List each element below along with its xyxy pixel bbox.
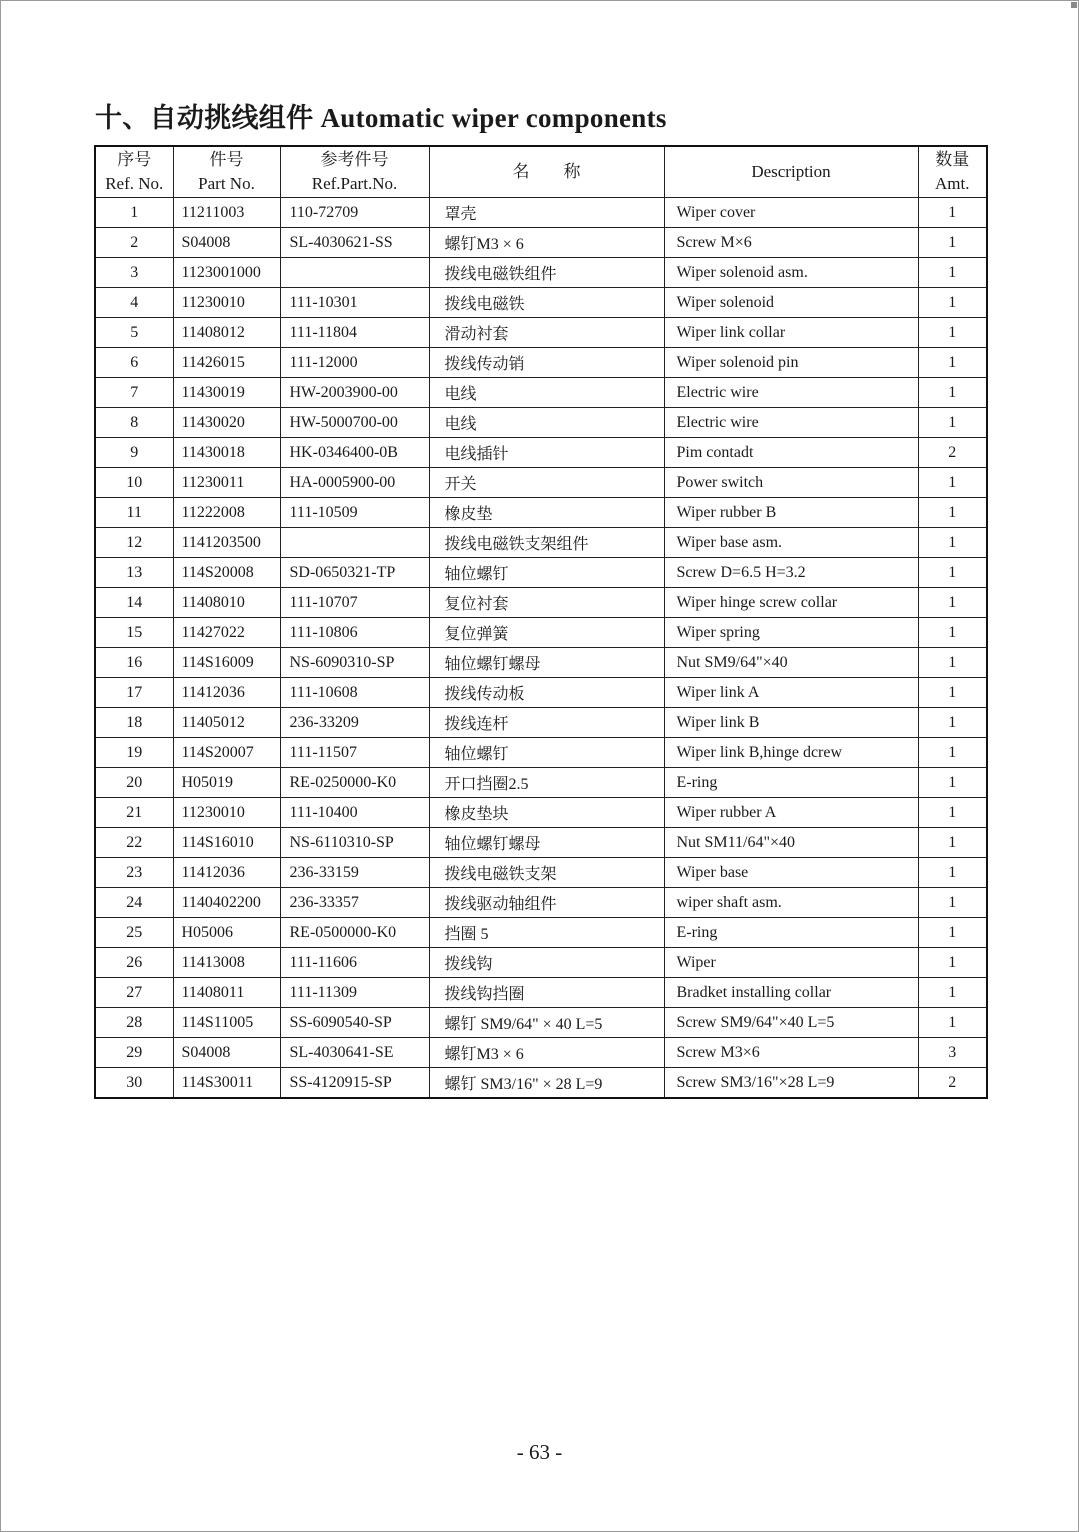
cell-part-no: 114S16010 (173, 828, 280, 858)
cell-ref-no: 8 (95, 408, 173, 438)
cell-description: Wiper solenoid pin (664, 348, 918, 378)
cell-ref-part-no: 236-33159 (280, 858, 429, 888)
parts-table-body (95, 198, 987, 1099)
cell-part-no: S04008 (173, 1038, 280, 1068)
cell-description: Wiper base (664, 858, 918, 888)
table-row (95, 498, 987, 528)
cell-ref-no: 1 (95, 198, 173, 228)
cell-amount: 1 (918, 348, 987, 378)
cell-ref-part-no: 111-10509 (280, 498, 429, 528)
header-amt-en: Amt. (935, 174, 970, 193)
cell-part-no: 11230011 (173, 468, 280, 498)
cell-ref-no: 3 (95, 258, 173, 288)
cell-ref-part-no: RE-0250000-K0 (280, 768, 429, 798)
table-row (95, 888, 987, 918)
header-refpart-en: Ref.Part.No. (311, 174, 398, 193)
cell-description: Wiper spring (664, 618, 918, 648)
cell-name: 拨线电磁铁组件 (429, 258, 664, 288)
cell-name: 拨线传动销 (429, 348, 664, 378)
table-row (95, 708, 987, 738)
cell-part-no: 114S30011 (173, 1068, 280, 1099)
cell-description: Electric wire (664, 408, 918, 438)
cell-name: 拨线传动板 (429, 678, 664, 708)
header-ref-en: Ref. No. (105, 174, 164, 193)
cell-amount: 1 (918, 258, 987, 288)
cell-name: 拨线电磁铁 (429, 288, 664, 318)
cell-part-no: S04008 (173, 228, 280, 258)
cell-description: Wiper cover (664, 198, 918, 228)
cell-ref-part-no: 110-72709 (280, 198, 429, 228)
table-row (95, 468, 987, 498)
cell-ref-part-no: 111-11507 (280, 738, 429, 768)
table-row (95, 558, 987, 588)
cell-name: 拨线钩 (429, 948, 664, 978)
cell-name: 罩壳 (429, 198, 664, 228)
cell-ref-no: 25 (95, 918, 173, 948)
cell-ref-no: 10 (95, 468, 173, 498)
cell-ref-part-no: 111-10707 (280, 588, 429, 618)
cell-part-no: H05006 (173, 918, 280, 948)
cell-description: Bradket installing collar (664, 978, 918, 1008)
cell-part-no: 114S20008 (173, 558, 280, 588)
cell-part-no: 11222008 (173, 498, 280, 528)
cell-amount: 1 (918, 768, 987, 798)
parts-table (94, 145, 988, 1099)
cell-ref-no: 14 (95, 588, 173, 618)
cell-ref-part-no: HW-5000700-00 (280, 408, 429, 438)
cell-ref-part-no (280, 258, 429, 288)
header-description: Description (664, 146, 918, 198)
cell-ref-no: 12 (95, 528, 173, 558)
cell-amount: 1 (918, 618, 987, 648)
cell-name: 拨线连杆 (429, 708, 664, 738)
cell-amount: 1 (918, 498, 987, 528)
cell-ref-no: 2 (95, 228, 173, 258)
cell-ref-no: 11 (95, 498, 173, 528)
cell-amount: 1 (918, 558, 987, 588)
cell-part-no: H05019 (173, 768, 280, 798)
table-row (95, 858, 987, 888)
cell-name: 电线 (429, 408, 664, 438)
table-row (95, 918, 987, 948)
table-row (95, 768, 987, 798)
table-row (95, 588, 987, 618)
cell-part-no: 11412036 (173, 858, 280, 888)
table-row (95, 738, 987, 768)
cell-part-no: 11230010 (173, 798, 280, 828)
cell-part-no: 11405012 (173, 708, 280, 738)
cell-ref-no: 9 (95, 438, 173, 468)
table-row (95, 528, 987, 558)
cell-amount: 1 (918, 648, 987, 678)
header-refpart-cn: 参考件号 (320, 150, 389, 169)
cell-ref-no: 16 (95, 648, 173, 678)
cell-name: 螺钉M3 × 6 (429, 1038, 664, 1068)
header-ref-no (95, 146, 173, 198)
cell-description: Wiper solenoid (664, 288, 918, 318)
cell-ref-part-no: 111-12000 (280, 348, 429, 378)
cell-amount: 2 (918, 438, 987, 468)
cell-ref-part-no: HW-2003900-00 (280, 378, 429, 408)
cell-name: 螺钉M3 × 6 (429, 228, 664, 258)
cell-ref-part-no: 111-10608 (280, 678, 429, 708)
table-row (95, 348, 987, 378)
cell-description: Wiper link B,hinge dcrew (664, 738, 918, 768)
cell-name: 螺钉 SM9/64" × 40 L=5 (429, 1008, 664, 1038)
cell-part-no: 114S11005 (173, 1008, 280, 1038)
cell-ref-part-no: NS-6090310-SP (280, 648, 429, 678)
cell-description: Screw SM9/64"×40 L=5 (664, 1008, 918, 1038)
table-row (95, 618, 987, 648)
page-number: - 63 - (516, 1440, 563, 1464)
cell-ref-no: 22 (95, 828, 173, 858)
cell-description: Wiper (664, 948, 918, 978)
cell-ref-no: 4 (95, 288, 173, 318)
cell-ref-part-no: 111-10400 (280, 798, 429, 828)
cell-part-no: 11408011 (173, 978, 280, 1008)
cell-name: 拨线驱动轴组件 (429, 888, 664, 918)
cell-description: Wiper link B (664, 708, 918, 738)
cell-amount: 1 (918, 528, 987, 558)
cell-amount: 1 (918, 828, 987, 858)
cell-ref-part-no: RE-0500000-K0 (280, 918, 429, 948)
cell-description: Pim contadt (664, 438, 918, 468)
cell-amount: 1 (918, 408, 987, 438)
header-ref-part-no (280, 146, 429, 198)
table-row (95, 378, 987, 408)
cell-part-no: 11430020 (173, 408, 280, 438)
cell-name: 电线 (429, 378, 664, 408)
cell-description: Wiper solenoid asm. (664, 258, 918, 288)
cell-description: Screw M×6 (664, 228, 918, 258)
cell-amount: 1 (918, 588, 987, 618)
cell-ref-part-no: 111-10806 (280, 618, 429, 648)
cell-part-no: 11430019 (173, 378, 280, 408)
cell-ref-part-no (280, 528, 429, 558)
cell-amount: 1 (918, 318, 987, 348)
cell-name: 拨线电磁铁支架 (429, 858, 664, 888)
cell-name: 轴位螺钉螺母 (429, 648, 664, 678)
cell-amount: 1 (918, 708, 987, 738)
cell-amount: 1 (918, 858, 987, 888)
cell-ref-no: 18 (95, 708, 173, 738)
cell-part-no: 11408012 (173, 318, 280, 348)
cell-amount: 2 (918, 1068, 987, 1099)
cell-ref-no: 5 (95, 318, 173, 348)
cell-ref-part-no: SL-4030641-SE (280, 1038, 429, 1068)
header-amount (918, 146, 987, 198)
cell-description: Power switch (664, 468, 918, 498)
cell-name: 轴位螺钉螺母 (429, 828, 664, 858)
cell-name: 轴位螺钉 (429, 558, 664, 588)
table-row (95, 318, 987, 348)
cell-description: Screw SM3/16"×28 L=9 (664, 1068, 918, 1099)
cell-ref-no: 26 (95, 948, 173, 978)
cell-ref-part-no: NS-6110310-SP (280, 828, 429, 858)
cell-description: Screw M3×6 (664, 1038, 918, 1068)
cell-amount: 3 (918, 1038, 987, 1068)
cell-ref-part-no: SS-6090540-SP (280, 1008, 429, 1038)
corner-mark (1071, 2, 1077, 8)
cell-name: 复位弹簧 (429, 618, 664, 648)
cell-ref-no: 30 (95, 1068, 173, 1099)
table-row (95, 1068, 987, 1099)
header-part-cn: 件号 (209, 150, 244, 169)
cell-name: 橡皮垫 (429, 498, 664, 528)
cell-ref-part-no: SD-0650321-TP (280, 558, 429, 588)
table-row (95, 408, 987, 438)
cell-amount: 1 (918, 678, 987, 708)
cell-ref-part-no: 236-33209 (280, 708, 429, 738)
cell-amount: 1 (918, 198, 987, 228)
cell-amount: 1 (918, 228, 987, 258)
header-name: 名 称 (429, 146, 664, 198)
cell-ref-no: 7 (95, 378, 173, 408)
cell-name: 轴位螺钉 (429, 738, 664, 768)
table-row (95, 828, 987, 858)
table-row (95, 228, 987, 258)
cell-name: 复位衬套 (429, 588, 664, 618)
cell-part-no: 1141203500 (173, 528, 280, 558)
cell-part-no: 114S20007 (173, 738, 280, 768)
cell-description: E-ring (664, 918, 918, 948)
cell-ref-part-no: SS-4120915-SP (280, 1068, 429, 1099)
cell-description: Screw D=6.5 H=3.2 (664, 558, 918, 588)
cell-part-no: 11426015 (173, 348, 280, 378)
cell-amount: 1 (918, 468, 987, 498)
cell-ref-no: 19 (95, 738, 173, 768)
table-row (95, 978, 987, 1008)
header-part-no (173, 146, 280, 198)
cell-description: Nut SM11/64"×40 (664, 828, 918, 858)
cell-amount: 1 (918, 1008, 987, 1038)
table-row (95, 1008, 987, 1038)
table-row (95, 198, 987, 228)
header-ref-cn: 序号 (117, 150, 152, 169)
cell-ref-no: 21 (95, 798, 173, 828)
cell-description: Wiper rubber B (664, 498, 918, 528)
cell-ref-part-no: 236-33357 (280, 888, 429, 918)
cell-name: 螺钉 SM3/16" × 28 L=9 (429, 1068, 664, 1099)
cell-amount: 1 (918, 948, 987, 978)
cell-description: Wiper link collar (664, 318, 918, 348)
cell-ref-no: 28 (95, 1008, 173, 1038)
table-row (95, 648, 987, 678)
page-title: 十、自动挑线组件 Automatic wiper components (95, 103, 667, 133)
cell-ref-no: 13 (95, 558, 173, 588)
cell-part-no: 11430018 (173, 438, 280, 468)
cell-description: Wiper link A (664, 678, 918, 708)
cell-name: 拨线电磁铁支架组件 (429, 528, 664, 558)
cell-ref-part-no: 111-11804 (280, 318, 429, 348)
cell-part-no: 11211003 (173, 198, 280, 228)
cell-amount: 1 (918, 798, 987, 828)
cell-part-no: 114S16009 (173, 648, 280, 678)
cell-description: Wiper hinge screw collar (664, 588, 918, 618)
cell-ref-part-no: SL-4030621-SS (280, 228, 429, 258)
table-row (95, 948, 987, 978)
cell-description: Nut SM9/64"×40 (664, 648, 918, 678)
cell-part-no: 11427022 (173, 618, 280, 648)
cell-name: 拨线钩挡圈 (429, 978, 664, 1008)
cell-ref-part-no: HK-0346400-0B (280, 438, 429, 468)
table-row (95, 438, 987, 468)
cell-part-no: 1140402200 (173, 888, 280, 918)
header-part-en: Part No. (198, 174, 255, 193)
table-row (95, 288, 987, 318)
cell-name: 开口挡圈2.5 (429, 768, 664, 798)
cell-part-no: 11230010 (173, 288, 280, 318)
table-row (95, 1038, 987, 1068)
cell-amount: 1 (918, 888, 987, 918)
cell-ref-no: 15 (95, 618, 173, 648)
cell-part-no: 1123001000 (173, 258, 280, 288)
cell-ref-part-no: HA-0005900-00 (280, 468, 429, 498)
cell-ref-part-no: 111-11606 (280, 948, 429, 978)
table-row (95, 258, 987, 288)
cell-ref-no: 6 (95, 348, 173, 378)
cell-ref-no: 23 (95, 858, 173, 888)
cell-ref-no: 24 (95, 888, 173, 918)
cell-description: Wiper rubber A (664, 798, 918, 828)
cell-name: 挡圈 5 (429, 918, 664, 948)
cell-ref-part-no: 111-11309 (280, 978, 429, 1008)
table-row (95, 798, 987, 828)
table-header-row (95, 146, 987, 198)
cell-amount: 1 (918, 378, 987, 408)
cell-description: Wiper base asm. (664, 528, 918, 558)
table-row (95, 678, 987, 708)
cell-description: wiper shaft asm. (664, 888, 918, 918)
cell-part-no: 11408010 (173, 588, 280, 618)
cell-name: 电线插针 (429, 438, 664, 468)
cell-part-no: 11412036 (173, 678, 280, 708)
cell-amount: 1 (918, 738, 987, 768)
cell-amount: 1 (918, 978, 987, 1008)
cell-name: 橡皮垫块 (429, 798, 664, 828)
cell-ref-part-no: 111-10301 (280, 288, 429, 318)
cell-amount: 1 (918, 918, 987, 948)
cell-ref-no: 17 (95, 678, 173, 708)
cell-ref-no: 27 (95, 978, 173, 1008)
cell-amount: 1 (918, 288, 987, 318)
cell-ref-no: 20 (95, 768, 173, 798)
header-amt-cn: 数量 (935, 150, 970, 169)
cell-name: 开关 (429, 468, 664, 498)
cell-name: 滑动衬套 (429, 318, 664, 348)
cell-description: E-ring (664, 768, 918, 798)
cell-ref-no: 29 (95, 1038, 173, 1068)
cell-part-no: 11413008 (173, 948, 280, 978)
cell-description: Electric wire (664, 378, 918, 408)
